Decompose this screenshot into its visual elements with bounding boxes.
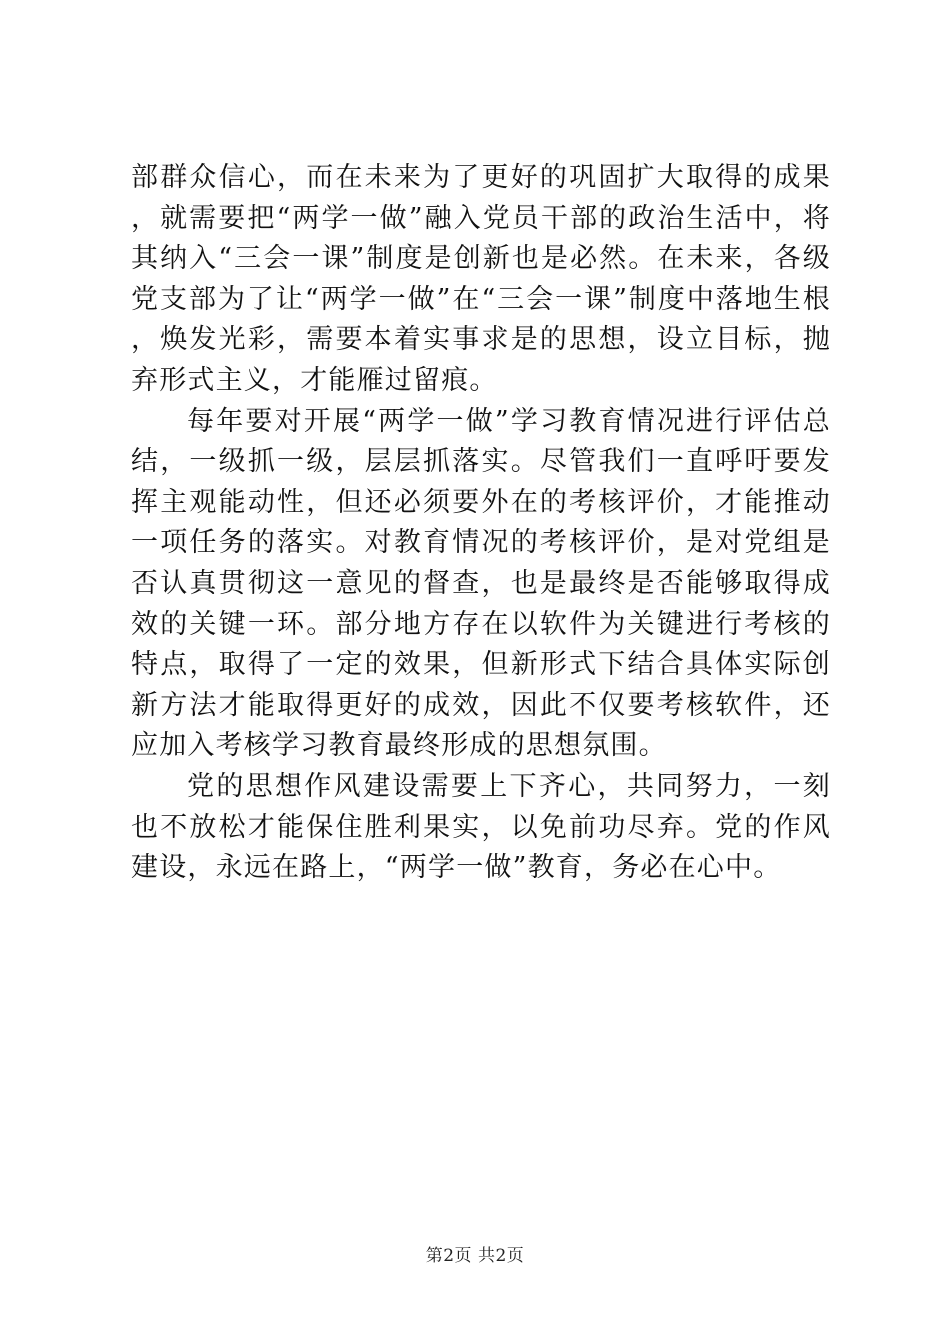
- paragraph-assessment: 每年要对开展“两学一做”学习教育情况进行评估总结，一级抓一级，层层抓落实。尽管我们一直呼吁要发挥主观能动性，但还必须要外在的考核评价，才能推动一项任务的落实。对教育情况的考核评价，是对党组是否认真贯彻这一意见的督查，也是最终是否能够取得成效的关键一环。部分地方存在以软件为关键进行考核的特点，取得了一定的效果，但新形式下结合具体实际创新方法才能取得更好的成效，因此不仅要考核软件，还应加入考核学习教育最终形成的思想氛围。: [131, 405, 831, 762]
- page-number-footer: 第2页 共2页: [425, 1246, 525, 1266]
- paragraph-continuation: 部群众信心，而在未来为了更好的巩固扩大取得的成果，就需要把“两学一做”融入党员干部的政治生活中，将其纳入“三会一课”制度是创新也是必然。在未来，各级党支部为了让“两学一做”在“三会一课”制度中落地生根，焕发光彩，需要本着实事求是的思想，设立目标，抛弃形式主义，才能雁过留痕。: [131, 162, 831, 396]
- document-body: [131, 158, 831, 889]
- paragraph-conclusion: 党的思想作风建设需要上下齐心，共同努力，一刻也不放松才能保住胜利果实，以免前功尽弃。党的作风建设，永远在路上，“两学一做”教育，务必在心中。: [131, 770, 831, 884]
